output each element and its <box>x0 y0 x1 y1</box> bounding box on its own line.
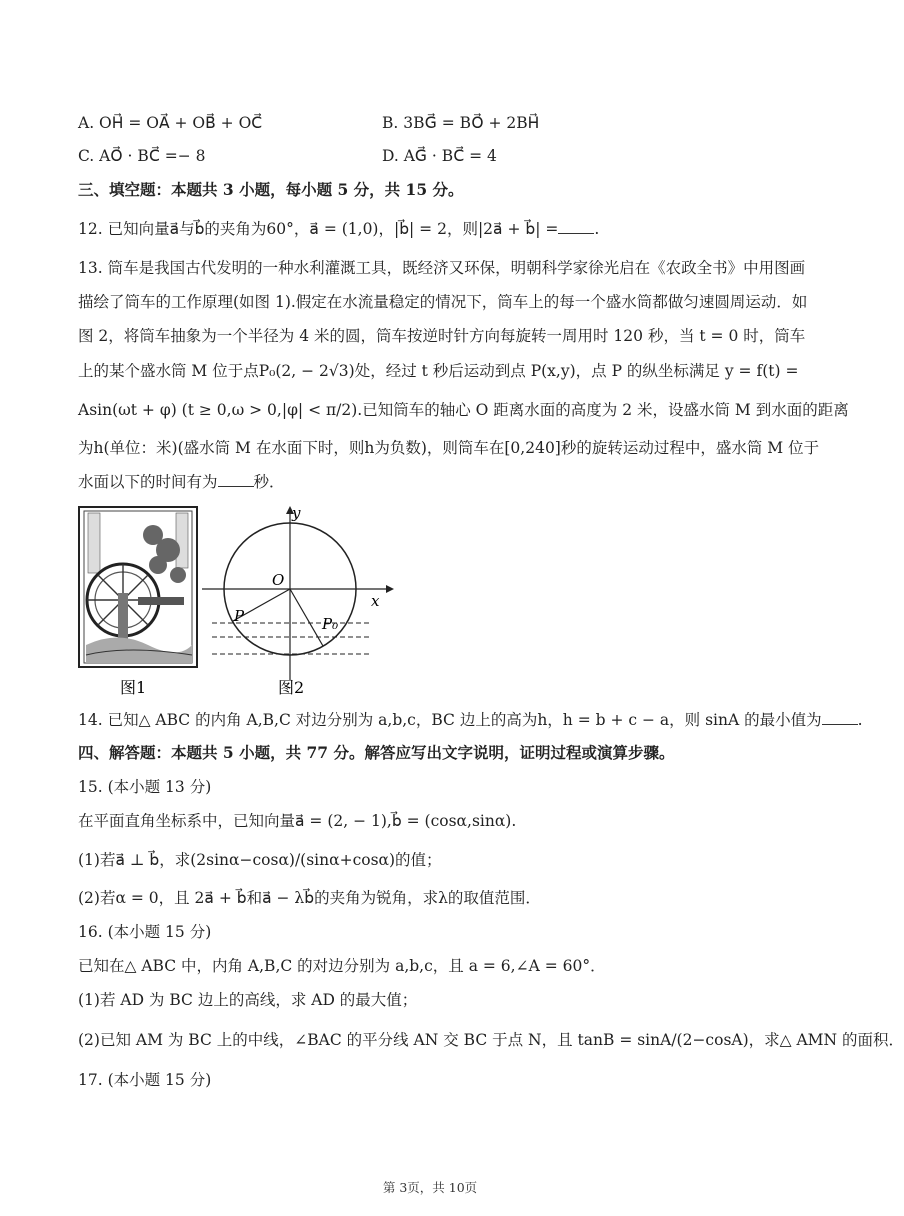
option-a: A. OH⃗ = OA⃗ + OB⃗ + OC⃗ <box>78 114 263 132</box>
question-16-part-2: (2)已知 AM 为 BC 上的中线，∠BAC 的平分线 AN 交 BC 于点 N，且 tanB = sinA/(2−cosA)，求△ AMN 的面积． <box>78 1031 904 1049</box>
y-axis-label: y <box>292 504 301 522</box>
question-12 <box>78 219 599 239</box>
section-4-heading: 四、解答题：本题共 5 小题，共 77 分。解答应写出文字说明，证明过程或演算步骤。 <box>78 743 675 762</box>
question-13-line-6: 为h(单位：米)(盛水筒 M 在水面下时，则h为负数)，则筒车在[0,240]秒的旋转运动过程中，盛水筒 M 位于 <box>78 439 820 457</box>
question-13-end: 秒． <box>253 473 285 491</box>
question-15-part-2: (2)若α = 0，且 2a⃗ + b⃗和a⃗ − λb⃗的夹角为锐角，求λ的取值范围． <box>78 889 541 907</box>
question-13-line-4: 上的某个盛水筒 M 位于点P₀(2, − 2√3)处，经过 t 秒后运动到点 P(x,y)，点 P 的纵坐标满足 y = f(t) = <box>78 362 799 380</box>
option-d: D. AG⃗ · BC⃗ = 4 <box>382 147 497 165</box>
figure-1-illustration <box>79 507 197 667</box>
question-15-part-1: (1)若a⃗ ⊥ b⃗，求(2sinα−cosα)/(sinα+cosα)的值； <box>78 851 442 869</box>
question-13-line-1: 13. 筒车是我国古代发明的一种水利灌溉工具，既经济又环保，明朝科学家徐光启在《农政全书》中用图画 <box>78 259 806 277</box>
figure-2-caption: 图2 <box>278 678 305 697</box>
option-c: C. AO⃗ · BC⃗ =− 8 <box>78 147 206 165</box>
figure-2-diagram <box>202 506 394 680</box>
section-3-heading: 三、填空题：本题共 3 小题，每小题 5 分，共 15 分。 <box>78 180 464 199</box>
page-footer: 第 3页，共 10页 <box>382 1180 478 1195</box>
question-13-line-7-text: 水面以下的时间有为 <box>78 473 218 491</box>
point-p-label: P <box>234 607 245 625</box>
question-13-line-3: 图 2，将筒车抽象为一个半径为 4 米的圆，筒车按逆时针方向每旋转一周用时 120 秒，当 t = 0 时，筒车 <box>78 327 806 345</box>
point-p0-label: P₀ <box>322 615 339 633</box>
option-b: B. 3BG⃗ = BO⃗ + 2BH⃗ <box>382 114 540 132</box>
figure-1-caption: 图1 <box>120 678 147 697</box>
question-16-part-1: (1)若 AD 为 BC 边上的高线，求 AD 的最大值； <box>78 991 418 1009</box>
origin-label: O <box>272 571 285 589</box>
question-13-line-2: 描绘了筒车的工作原理(如图 1).假定在水流量稳定的情况下，筒车上的每一个盛水筒都做匀速圆周运动．如 <box>78 293 808 311</box>
question-16-intro: 已知在△ ABC 中，内角 A,B,C 的对边分别为 a,b,c，且 a = 6,∠A = 60°． <box>78 957 606 975</box>
question-15-intro: 在平面直角坐标系中，已知向量a⃗ = (2, − 1),b⃗ = (cosα,sinα). <box>78 812 517 830</box>
question-14-text: 14. 已知△ ABC 的内角 A,B,C 对边分别为 a,b,c，BC 边上的高为h，h = b + c − a，则 sinA 的最小值为 <box>78 711 822 729</box>
answer-blank <box>218 472 254 487</box>
x-axis-label: x <box>371 592 380 610</box>
question-12-end: . <box>594 220 600 238</box>
question-12-text: 12. 已知向量a⃗与b⃗的夹角为60°，a⃗ = (1,0)，|b⃗| = 2，则|2a⃗ + b⃗| = <box>78 220 559 238</box>
answer-blank <box>822 710 858 725</box>
question-14 <box>78 710 863 730</box>
question-16-heading: 16. (本小题 15 分) <box>78 923 212 941</box>
answer-blank <box>558 219 594 234</box>
question-13-line-7 <box>78 472 285 492</box>
question-17-heading: 17. (本小题 15 分) <box>78 1071 212 1089</box>
figures <box>78 505 408 700</box>
question-14-end: . <box>857 711 863 729</box>
question-15-heading: 15. (本小题 13 分) <box>78 778 212 796</box>
question-13-line-5: Asin(ωt + φ) (t ≥ 0,ω > 0,|φ| < π/2).已知筒车的轴心 O 距离水面的高度为 2 米，设盛水筒 M 到水面的距离 <box>78 401 849 419</box>
